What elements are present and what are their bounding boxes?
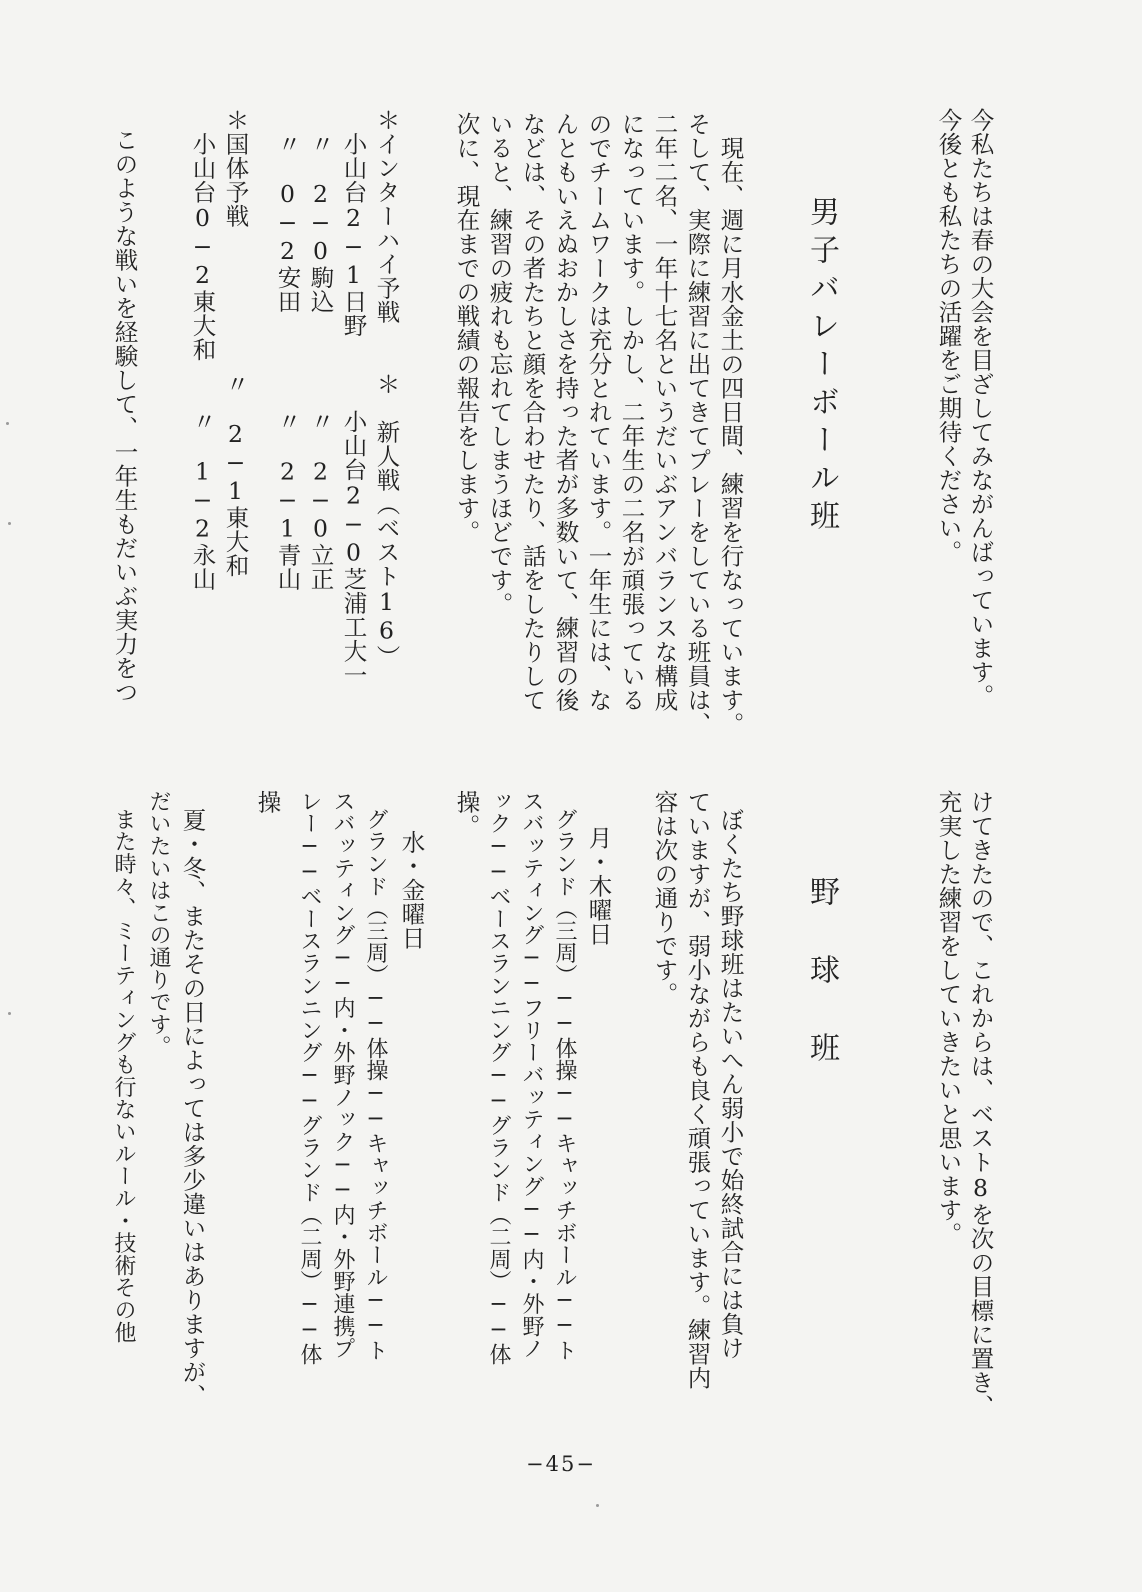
wed-fri-line-2: スバッティング──内・外野ノック──内・外野連携プ xyxy=(330,790,355,1360)
wed-fri-line-4: 操 xyxy=(253,790,282,814)
volleyball-paragraph-line-4: になっています。しかし、二年生の二名が頑張っている xyxy=(617,112,646,712)
volleyball-paragraph-line-8: いると、練習の疲れも忘れてしまうほどです。 xyxy=(485,112,514,616)
mon-thu-line-3: ック──ベースランニング──グランド（二周）──体 xyxy=(486,790,511,1366)
results-line-4: 〃 0−2安田 〃 2−1青山 xyxy=(273,108,302,591)
scan-speck xyxy=(6,422,9,425)
volleyball-paragraph-line-5: のでチームワークは充分とれています。一年生には、な xyxy=(584,112,613,712)
baseball-paragraph-line-3: 容は次の通りです。 xyxy=(650,790,679,1006)
volleyball-paragraph-line-2: そして、実際に練習に出てきてプレーをしている班員は、 xyxy=(683,112,712,736)
results-line-5: ＊国体予戦 〃 2−1東大和 xyxy=(221,108,250,578)
volleyball-paragraph-line-7: などは、その者たちと顔を合わせたり、話をしたりして xyxy=(518,112,547,712)
results-line-1: ＊インターハイ予戦 ＊ 新人戦（ベスト16） xyxy=(372,108,401,669)
wed-fri-line-1: グランド（三周）──体操──キャッチボール──ト xyxy=(363,808,388,1362)
mon-thu-line-2: スバッティング──フリーバッティング──内・外野ノ xyxy=(519,790,544,1360)
volleyball-closing-line: このような戦いを経験して、一年生もだいぶ実力をつ xyxy=(110,128,139,704)
continuation-line-1: けてきたので、これからは、ベスト8を次の目標に置き、 xyxy=(966,790,995,1419)
baseball-notes-line-3: また時々、ミーティングも行ないルール・技術その他 xyxy=(111,808,136,1344)
baseball-notes-line-1: 夏・冬、またその日によっては多少違いはありますが、 xyxy=(178,808,207,1408)
results-line-3: 〃 2−0駒込 〃 2−0立正 xyxy=(306,108,335,591)
results-line-2: 小山台2−1日野 小山台2−0芝浦工大一 xyxy=(339,108,368,687)
baseball-paragraph-line-2: ていますが、弱小ながらも良く頑張っています。練習内 xyxy=(683,790,712,1390)
baseball-paragraph-line-1: ぼくたち野球班はたいへん弱小で始終試合には負け xyxy=(716,808,745,1360)
page-number: −45− xyxy=(526,1452,596,1476)
volleyball-paragraph-line-1: 現在、週に月水金土の四日間、練習を行なっています。 xyxy=(716,136,745,736)
intro-line-2: 今後とも私たちの活躍をご期待ください。 xyxy=(934,108,963,564)
wed-fri-line-3: レー──ベースランニング──グランド（二周）──体 xyxy=(297,790,322,1366)
volleyball-heading: 男子バレーボール班 xyxy=(804,196,839,538)
mon-thu-line-4: 操。 xyxy=(452,790,481,838)
scan-speck xyxy=(8,522,11,525)
wed-fri-label: 水・金曜日 xyxy=(397,830,426,950)
baseball-notes-line-2: だいたいはこの通りです。 xyxy=(146,790,171,1058)
continuation-line-2: 充実した練習をしていきたいと思います。 xyxy=(934,790,963,1246)
results-line-6: 小山台0−2東大和 〃 1−2永山 xyxy=(188,108,217,591)
volleyball-paragraph-line-9: 次に、現在までの戦績の報告をします。 xyxy=(452,112,481,544)
mon-thu-line-1: グランド（三周）──体操──キャッチボール──ト xyxy=(552,808,577,1362)
volleyball-paragraph-line-6: んともいえぬおかしさを持った者が多数いて、練習の後 xyxy=(551,112,580,712)
scan-speck xyxy=(8,1012,11,1015)
mon-thu-label: 月・木曜日 xyxy=(584,826,613,946)
intro-line-1: 今私たちは春の大会を目ざしてみながんばっています。 xyxy=(966,108,995,708)
volleyball-paragraph-line-3: 二年二名、一年十七名というだいぶアンバランスな構成 xyxy=(650,112,679,712)
baseball-heading: 野球班 xyxy=(804,876,839,1110)
scan-speck xyxy=(596,1504,599,1507)
